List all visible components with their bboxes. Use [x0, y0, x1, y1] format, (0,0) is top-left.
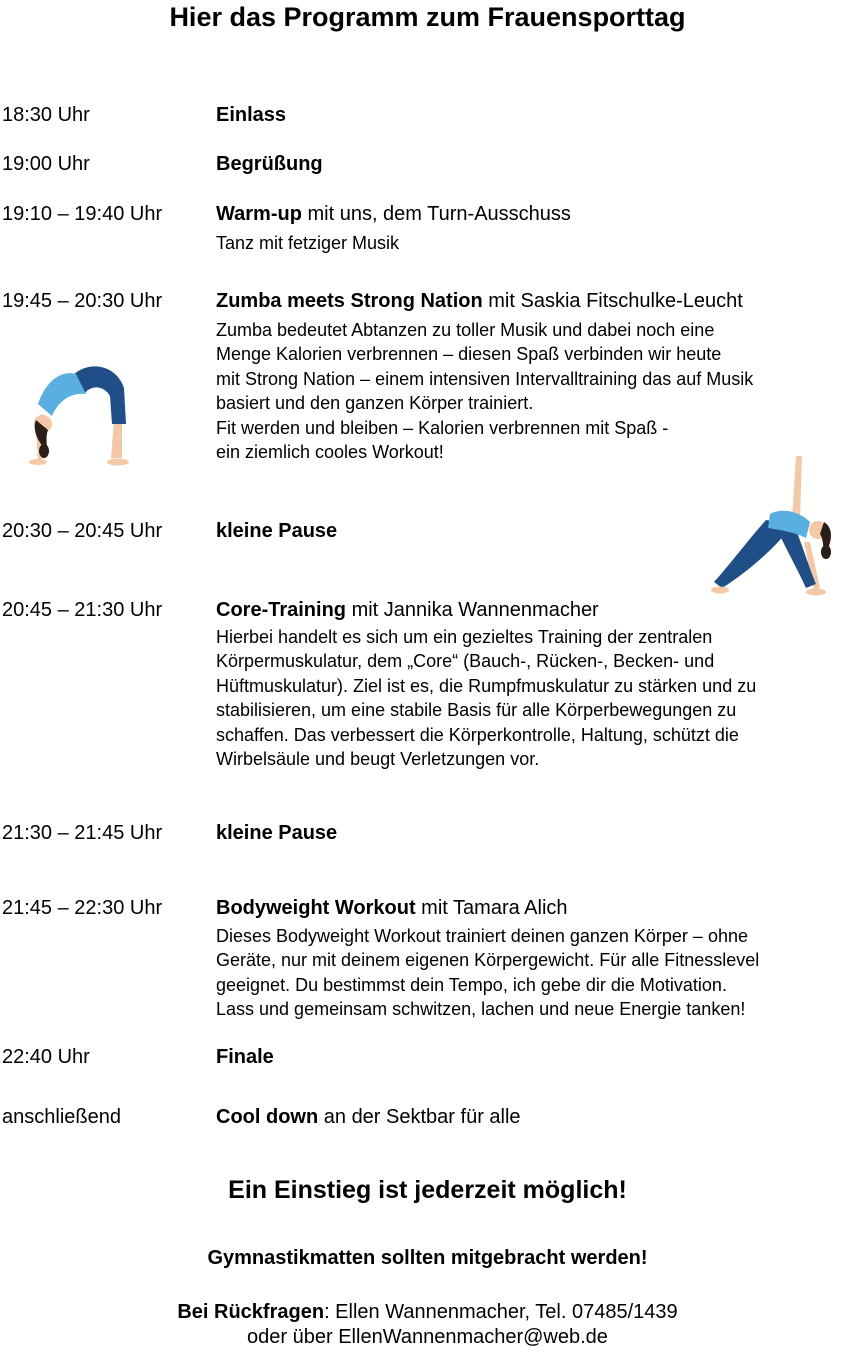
event-title: Cool down: [216, 1106, 319, 1128]
entry-notice: Ein Einstieg ist jederzeit möglich!: [228, 1176, 627, 1204]
time-pause-1: 20:30 – 20:45 Uhr: [2, 520, 163, 542]
desc-line: stabilisieren, um eine stabile Basis für alle Körperbewegungen zu: [216, 700, 737, 721]
event-core: [216, 599, 599, 622]
event-bodyweight: [216, 897, 568, 920]
contact-line-1: [0, 1300, 855, 1325]
desc-line: Menge Kalorien verbrennen – diesen Spaß verbinden wir heute: [216, 344, 722, 365]
page-title: Hier das Programm zum Frauensporttag: [169, 2, 686, 32]
event-einlass: [216, 104, 286, 127]
time-bodyweight: 21:45 – 22:30 Uhr: [2, 897, 163, 919]
event-description: [216, 231, 399, 255]
desc-line: Lass und gemeinsam schwitzen, lachen und neue Energie tanken!: [216, 999, 746, 1020]
desc-line: Fit werden und bleiben – Kalorien verbrennen mit Spaß -: [216, 417, 669, 438]
event-finale: [216, 1046, 274, 1069]
desc-line: Zumba bedeutet Abtanzen zu toller Musik und dabei noch eine: [216, 320, 715, 340]
event-title: Finale: [216, 1046, 274, 1068]
event-title: kleine Pause: [216, 520, 338, 542]
time-finale: 22:40 Uhr: [2, 1046, 90, 1068]
event-subtitle: mit Saskia Fitschulke-Leucht: [482, 290, 743, 312]
desc-line: Wirbelsäule und beugt Verletzungen vor.: [216, 749, 540, 770]
event-subtitle: mit Jannika Wannenmacher: [346, 599, 599, 621]
event-title: Einlass: [216, 104, 287, 126]
time-einlass: 18:30 Uhr: [2, 104, 90, 126]
contact-name-phone: : Ellen Wannenmacher, Tel. 07485/1439: [324, 1301, 678, 1323]
yoga-triangle-pose-icon: [708, 452, 838, 598]
event-title: Core-Training: [216, 599, 347, 621]
event-subtitle: an der Sektbar für alle: [318, 1106, 521, 1128]
event-warmup: [216, 203, 571, 226]
desc-line: ein ziemlich cooles Workout!: [216, 442, 444, 463]
event-title: Begrüßung: [216, 153, 323, 175]
event-title: Bodyweight Workout: [216, 897, 416, 919]
contact-email: oder über EllenWannenmacher@web.de: [247, 1326, 608, 1348]
desc-line: geeignet. Du bestimmst dein Tempo, ich gebe dir die Motivation.: [216, 974, 727, 995]
event-description: [216, 924, 759, 1022]
event-description: [216, 318, 753, 464]
time-cooldown: anschließend: [2, 1106, 121, 1128]
event-title: Warm-up: [216, 203, 302, 225]
event-title: Zumba meets Strong Nation: [216, 290, 483, 312]
desc-line: mit Strong Nation – einem intensiven Intervalltraining das auf Musik: [216, 368, 754, 389]
desc-line: Dieses Bodyweight Workout trainiert deinen ganzen Körper – ohne: [216, 926, 748, 946]
time-warmup: 19:10 – 19:40 Uhr: [2, 203, 163, 225]
desc-line: Hüftmuskulatur). Ziel ist es, die Rumpfmuskulatur zu stärken und zu: [216, 675, 757, 696]
time-begruessung: 19:00 Uhr: [2, 153, 90, 175]
contact-info: [0, 1300, 855, 1350]
mats-notice: Gymnastikmatten sollten mitgebracht werden!: [207, 1247, 648, 1269]
desc-line: Körpermuskulatur, dem „Core“ (Bauch-, Rücken-, Becken- und: [216, 651, 715, 672]
yoga-bridge-pose-icon: [18, 358, 136, 470]
event-pause-1: [216, 520, 337, 543]
desc-line: Hierbei handelt es sich um ein gezieltes Training der zentralen: [216, 627, 713, 647]
time-zumba: 19:45 – 20:30 Uhr: [2, 290, 163, 312]
event-description: [216, 625, 756, 771]
event-cooldown: [216, 1106, 521, 1129]
event-zumba: [216, 290, 743, 313]
event-title: kleine Pause: [216, 822, 338, 844]
event-begruessung: [216, 153, 323, 176]
event-pause-2: [216, 822, 337, 845]
time-pause-2: 21:30 – 21:45 Uhr: [2, 822, 163, 844]
desc-line: basiert und den ganzen Körper trainiert.: [216, 393, 534, 414]
desc-line: Geräte, nur mit deinem eigenen Körpergewicht. Für alle Fitnesslevel: [216, 950, 760, 971]
event-subtitle: mit uns, dem Turn-Ausschuss: [301, 203, 571, 225]
contact-label: Bei Rückfragen: [177, 1301, 325, 1323]
desc-line: schaffen. Das verbessert die Körperkontrolle, Haltung, schützt die: [216, 724, 739, 745]
event-subtitle: mit Tamara Alich: [415, 897, 568, 919]
time-core: 20:45 – 21:30 Uhr: [2, 599, 163, 621]
desc-line: Tanz mit fetziger Musik: [216, 233, 400, 253]
